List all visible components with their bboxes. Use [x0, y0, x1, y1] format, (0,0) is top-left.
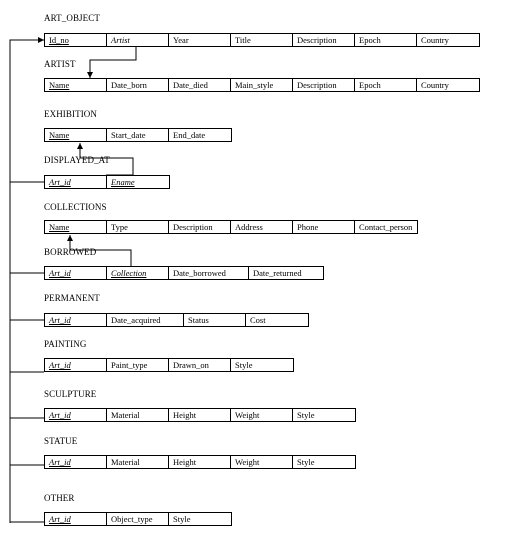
relation-name-exhibition: EXHIBITION: [44, 109, 97, 119]
attribute-label: Object_type: [111, 514, 153, 524]
attribute-cell-art-id: [45, 456, 107, 468]
attribute-label: Height: [173, 457, 197, 467]
relation-table-permanent: [44, 313, 309, 327]
attribute-label: Date_died: [173, 80, 208, 90]
attribute-cell-epoch: [355, 79, 417, 91]
attribute-cell-year: [169, 34, 231, 46]
attribute-cell-weight: [231, 409, 293, 421]
attribute-label: Material: [111, 410, 140, 420]
attribute-label: Drawn_on: [173, 360, 209, 370]
attribute-label: Date_born: [111, 80, 147, 90]
attribute-cell-name: [45, 129, 107, 141]
attribute-label: Weight: [235, 457, 260, 467]
attribute-cell-name: [45, 79, 107, 91]
attribute-cell-material: [107, 456, 169, 468]
attribute-label: Date_returned: [253, 268, 302, 278]
attribute-label: Description: [297, 80, 337, 90]
attribute-cell-type: [107, 221, 169, 233]
relation-table-displayed-at: [44, 175, 170, 189]
relation-table-painting: [44, 358, 294, 372]
attribute-label: Art_id: [49, 315, 71, 325]
relation-name-artist: ARTIST: [44, 59, 76, 69]
attribute-label: Description: [297, 35, 337, 45]
relation-name-statue: STATUE: [44, 436, 78, 446]
attribute-cell-phone: [293, 221, 355, 233]
relation-table-sculpture: [44, 408, 356, 422]
attribute-cell-id-no: [45, 34, 107, 46]
attribute-label: Artist: [111, 35, 130, 45]
attribute-cell-style: [293, 409, 355, 421]
attribute-label: Style: [235, 360, 253, 370]
attribute-label: Main_style: [235, 80, 274, 90]
collection-to-name-arrow-head: [67, 235, 73, 241]
relation-table-collections: [44, 220, 418, 234]
attribute-cell-description: [293, 34, 355, 46]
relation-table-other: [44, 512, 232, 526]
attribute-cell-date-borrowed: [169, 267, 249, 279]
attribute-cell-name: [45, 221, 107, 233]
attribute-cell-main-style: [231, 79, 293, 91]
attribute-cell-height: [169, 409, 231, 421]
relation-table-art-object: [44, 33, 480, 47]
attribute-label: Start_date: [111, 130, 146, 140]
attribute-label: Epoch: [359, 35, 381, 45]
attribute-label: Country: [421, 80, 449, 90]
attribute-label: Epoch: [359, 80, 381, 90]
attribute-cell-object-type: [107, 513, 169, 525]
attribute-label: Material: [111, 457, 140, 467]
attribute-label: Art_id: [49, 177, 71, 187]
attribute-cell-art-id: [45, 513, 107, 525]
attribute-cell-art-id: [45, 267, 107, 279]
relation-name-displayed-at: DISPLAYED_AT: [44, 155, 110, 165]
attribute-cell-height: [169, 456, 231, 468]
attribute-label: Height: [173, 410, 197, 420]
attribute-cell-style: [231, 359, 293, 371]
relation-name-borrowed: BORROWED: [44, 247, 97, 257]
attribute-label: Art_id: [49, 410, 71, 420]
attribute-cell-art-id: [45, 314, 107, 326]
attribute-label: Paint_type: [111, 360, 148, 370]
attribute-label: Id_no: [49, 35, 69, 45]
attribute-label: Country: [421, 35, 449, 45]
attribute-label: Description: [173, 222, 213, 232]
attribute-cell-weight: [231, 456, 293, 468]
attribute-cell-title: [231, 34, 293, 46]
attribute-cell-style: [293, 456, 355, 468]
attribute-label: Art_id: [49, 457, 71, 467]
attribute-cell-date-died: [169, 79, 231, 91]
relation-table-artist: [44, 78, 480, 92]
attribute-cell-start-date: [107, 129, 169, 141]
attribute-label: Weight: [235, 410, 260, 420]
attribute-cell-paint-type: [107, 359, 169, 371]
attribute-cell-drawn-on: [169, 359, 231, 371]
attribute-cell-description: [293, 79, 355, 91]
attribute-cell-date-acquired: [107, 314, 184, 326]
attribute-cell-style: [169, 513, 231, 525]
relation-name-other: OTHER: [44, 493, 75, 503]
attribute-label: Date_acquired: [111, 315, 161, 325]
relation-name-sculpture: SCULPTURE: [44, 389, 97, 399]
relation-table-statue: [44, 455, 356, 469]
relation-table-exhibition: [44, 128, 232, 142]
relation-name-art-object: ART_OBJECT: [44, 13, 100, 23]
attribute-label: Style: [297, 457, 315, 467]
attribute-cell-date-returned: [249, 267, 323, 279]
relation-name-permanent: PERMANENT: [44, 293, 100, 303]
attribute-label: Art_id: [49, 268, 71, 278]
attribute-label: Title: [235, 35, 251, 45]
attribute-cell-art-id: [45, 176, 107, 188]
attribute-label: Name: [49, 222, 70, 232]
attribute-label: Type: [111, 222, 128, 232]
relation-table-borrowed: [44, 266, 324, 280]
attribute-label: Cost: [250, 315, 266, 325]
attribute-cell-cost: [246, 314, 308, 326]
attribute-label: Ename: [111, 177, 135, 187]
attribute-cell-end-date: [169, 129, 231, 141]
attribute-cell-country: [417, 79, 479, 91]
attribute-cell-country: [417, 34, 479, 46]
ename-to-exhibition-arrow-head: [77, 143, 83, 149]
attribute-label: Year: [173, 35, 189, 45]
attribute-cell-date-born: [107, 79, 169, 91]
attribute-label: Art_id: [49, 514, 71, 524]
relation-name-painting: PAINTING: [44, 339, 87, 349]
attribute-label: Collection: [111, 268, 147, 278]
attribute-cell-description: [169, 221, 231, 233]
attribute-cell-art-id: [45, 409, 107, 421]
attribute-cell-art-id: [45, 359, 107, 371]
attribute-label: Art_id: [49, 360, 71, 370]
attribute-cell-epoch: [355, 34, 417, 46]
spine-to-art-object: [10, 40, 44, 523]
attribute-cell-collection: [107, 267, 169, 279]
attribute-cell-contact-person: [355, 221, 417, 233]
attribute-label: Style: [297, 410, 315, 420]
attribute-label: Name: [49, 80, 70, 90]
attribute-label: Address: [235, 222, 263, 232]
relation-name-collections: COLLECTIONS: [44, 202, 107, 212]
attribute-label: Style: [173, 514, 191, 524]
attribute-label: Date_borrowed: [173, 268, 226, 278]
attribute-label: End_date: [173, 130, 206, 140]
attribute-cell-status: [184, 314, 246, 326]
attribute-cell-address: [231, 221, 293, 233]
attribute-cell-artist: [107, 34, 169, 46]
attribute-cell-material: [107, 409, 169, 421]
attribute-label: Status: [188, 315, 209, 325]
attribute-cell-ename: [107, 176, 169, 188]
attribute-label: Name: [49, 130, 70, 140]
attribute-label: Phone: [297, 222, 319, 232]
attribute-label: Contact_person: [359, 222, 413, 232]
